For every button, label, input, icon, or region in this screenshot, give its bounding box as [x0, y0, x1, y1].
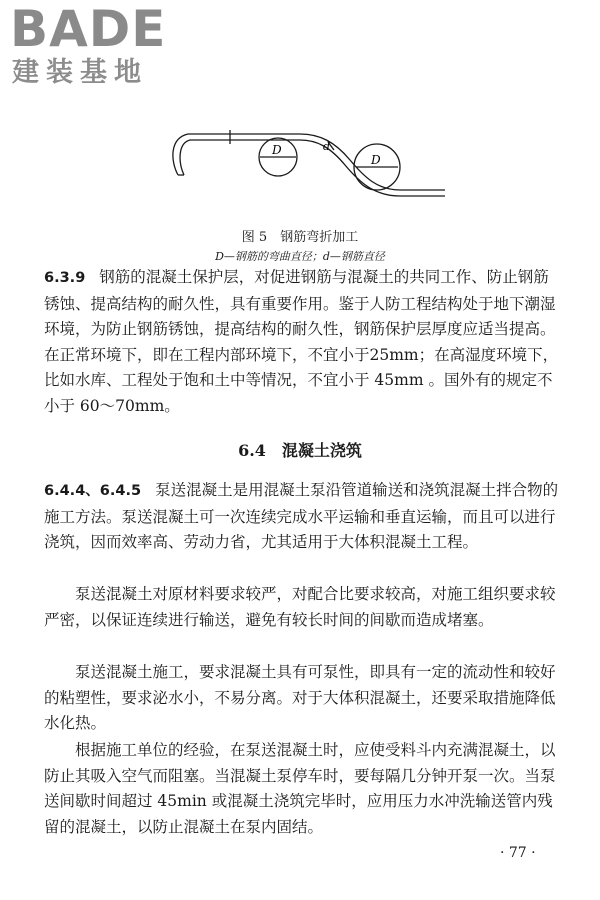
figure-label-D1: D [272, 143, 282, 157]
rebar-outline-inner [180, 140, 445, 196]
section-body: 钢筋的混凝土保护层，对促进钢筋与混凝土的共同工作、防止钢筋锈蚀、提高结构的耐久性，具有重要作用。鉴于人防工程结构处于地下潮湿环境，为防止钢筋锈蚀，提高结构的耐久性，钢筋保护层厚度应适当提高。在正常环境下，即在工程内部环境下，不宜小于25mm；在高湿度环境下，比如水库、工程处于饱和土中等情况，不宜小于 45mm 。国外有的规定不小于 60～70mm。 [44, 268, 559, 415]
logo-subtitle: 建装基地 [12, 57, 148, 88]
section-number: 6.3.9 [44, 270, 86, 286]
figure-label-d: d [323, 140, 331, 153]
paragraph: 根据施工单位的经验，在泵送混凝土时，应使受料斗内充满混凝土，以防止其吸入空气而阻塞。当混凝土泵停车时，要每隔几分钟开泵一次。当泵送间歇时间超过 45min 或混凝土浇筑完毕时，应用压力水冲洗输送管内残留的混凝土，以防止混凝土在泵内固结。 [44, 741, 556, 836]
figure-legend: D—钢筋的弯曲直径；d—钢筋直径 [215, 250, 385, 263]
section-6-3-9 [44, 265, 564, 419]
logo-wordmark: BADE [10, 0, 167, 58]
site-logo [0, 0, 200, 100]
rebar-outline-outer [173, 134, 445, 190]
page-number: · 77 · [500, 845, 536, 861]
section-heading: 6.4 混凝土浇筑 [238, 441, 362, 460]
rebar-bending-figure [160, 120, 450, 210]
paragraph: 泵送混凝土对原材料要求较严，对配合比要求较高，对施工组织要求较严密，以保证连续进行输送，避免有较长时间的间歇而造成堵塞。 [44, 585, 556, 629]
section-6-4-4 [44, 478, 564, 556]
figure-label-D2: D [371, 153, 381, 167]
paragraph: 泵送混凝土施工，要求混凝土具有可泵性，即具有一定的流动性和较好的粘塑性，要求泌水小，不易分离。对于大体积混凝土，还要采取措施降低水化热。 [44, 663, 556, 732]
figure-caption: 图 5 钢筋弯折加工 [241, 230, 359, 245]
section-number: 6.4.4、6.4.5 [44, 483, 142, 499]
section-body: 泵送混凝土是用混凝土泵沿管道输送和浇筑混凝土拌合物的施工方法。泵送混凝土可一次连续完成水平运输和垂直运输，而且可以进行浇筑，因而效率高、劳动力省，尤其适用于大体积混凝土工程。 [44, 481, 559, 551]
